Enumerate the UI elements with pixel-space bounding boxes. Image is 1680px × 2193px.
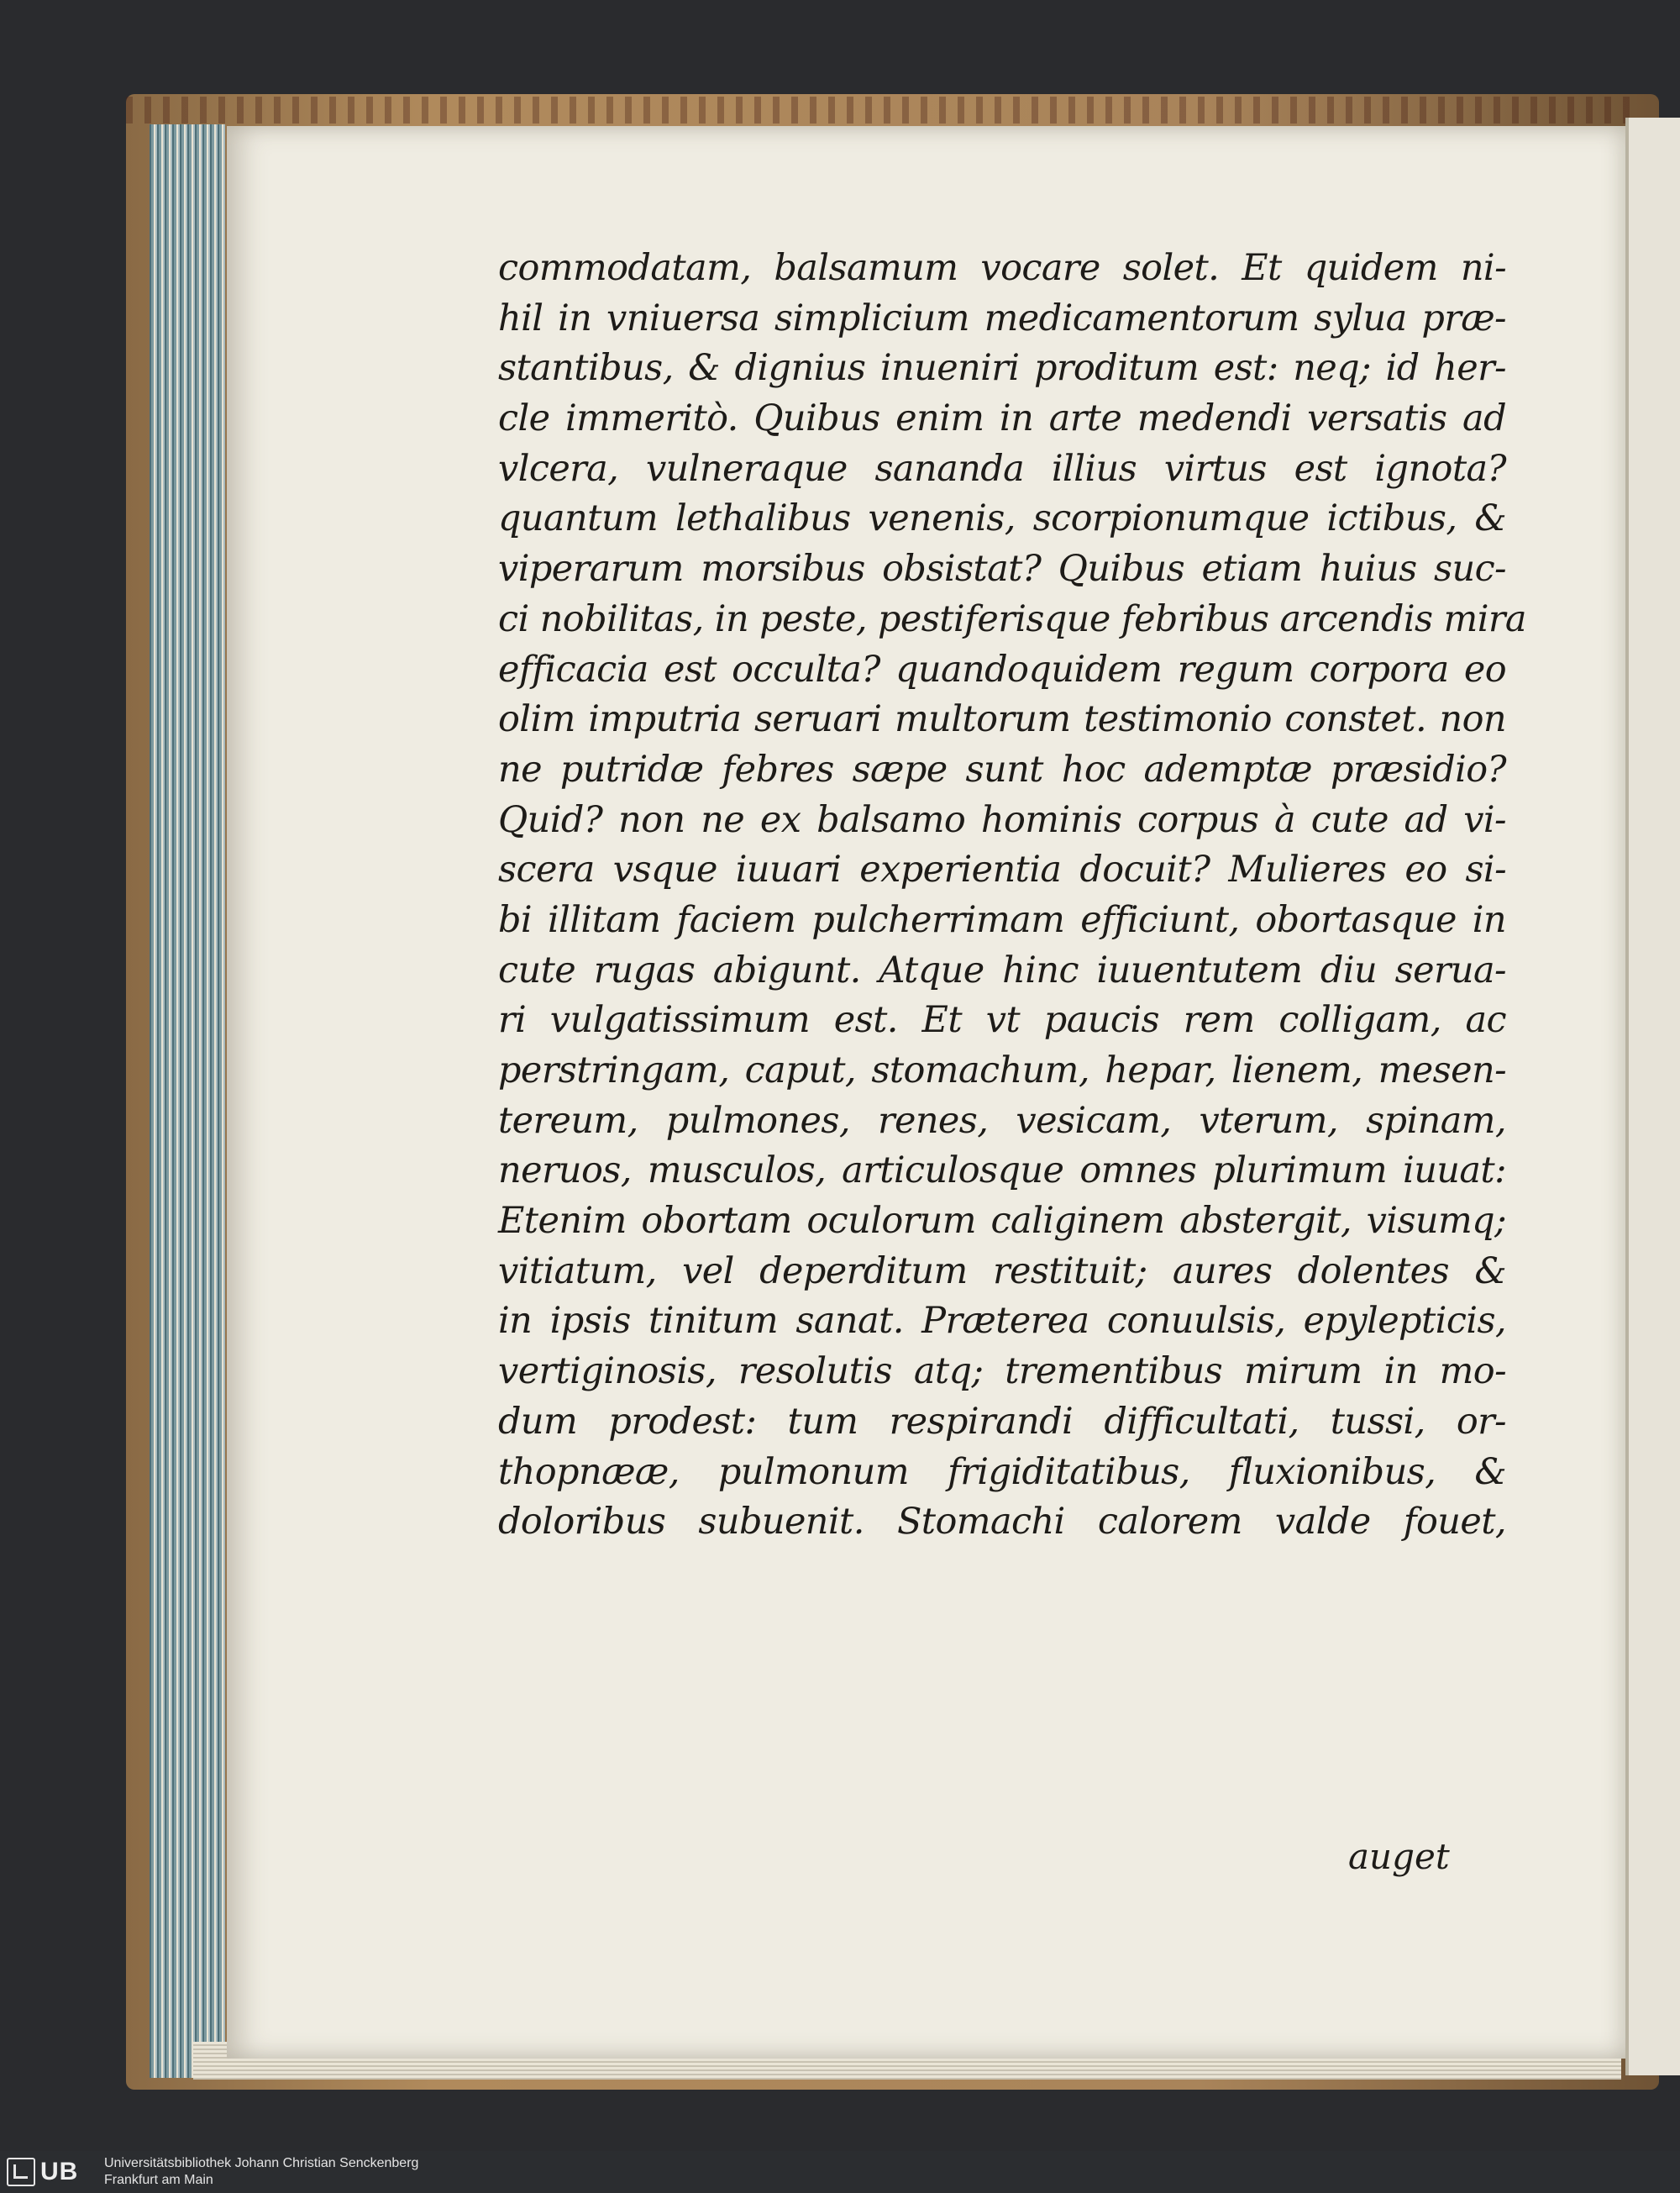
text-line: ne putridæ febres sæpe sunt hoc ademptæ præsidio? [498,748,1506,791]
page-text [498,244,1526,1548]
text-line: doloribus subuenit. Stomachi calorem valde fouet, [498,1501,1506,1544]
institution-name: Universitätsbibliothek Johann Christian Senckenberg [104,2156,419,2170]
page-edges [150,124,225,2078]
text-line: vlcera, vulneraque sananda illius virtus est ignota? [498,447,1506,490]
cover-handwriting [126,97,1638,124]
text-line: viperarum morsibus obsistat? Quibus etiam huius suc- [498,548,1506,591]
text-line: vitiatum, vel deperditum restituit; aures dolentes & [498,1249,1506,1292]
text-line: scera vsque iuuari experientia docuit? Mulieres eo si- [498,849,1506,891]
text-line: tereum, pulmones, renes, vesicam, vterum, spinam, [498,1099,1506,1142]
text-line: cle immeritò. Quibus enim in arte medendi versatis ad [498,397,1506,440]
text-line: perstringam, caput, stomachum, hepar, lienem, mesen- [498,1049,1506,1091]
institution-credit [104,2155,418,2189]
text-line: thopnææ, pulmonum frigiditatibus, fluxionibus, & [498,1450,1506,1493]
text-line: bi illitam faciem pulcherrimam efficiunt, obortasque in [498,898,1506,941]
text-line: ri vulgatissimum est. Et vt paucis rem colligam, ac [498,999,1506,1042]
text-line: in ipsis tinitum sanat. Præterea conuulsis, epylepticis, [498,1300,1506,1343]
library-logo-icon [7,2158,35,2186]
text-line: dum prodest: tum respirandi difficultati, tussi, or- [498,1400,1506,1443]
text-line: Etenim obortam oculorum caliginem abstergit, visumq; [498,1200,1506,1243]
text-line: olim imputria seruari multorum testimonio constet. non [498,698,1506,741]
text-line: vertiginosis, resolutis atq; trementibus mirum in mo- [498,1350,1506,1393]
catchword: auget [1348,1836,1450,1877]
text-line: Quid? non ne ex balsamo hominis corpus à cute ad vi- [498,798,1506,841]
viewer-footer [0,2151,1680,2193]
adjacent-page-edge [1625,118,1680,2075]
text-line: quantum lethalibus venenis, scorpionumque ictibus, & [498,497,1506,540]
text-line: ci nobilitas, in peste, pestiferisque febribus arcendis mira [498,597,1526,640]
text-line: stantibus, & dignius inueniri proditum est: neq; id her- [498,347,1506,390]
text-line: neruos, musculos, articulosque omnes plurimum iuuat: [498,1149,1506,1192]
institution-city: Frankfurt am Main [104,2173,213,2187]
text-line: hil in vniuersa simplicium medicamentorum sylua præ- [498,297,1506,339]
text-line: efficacia est occulta? quandoquidem regum corpora eo [498,648,1506,691]
library-logo-text: UB [40,2158,79,2185]
text-line: commodatam, balsamum vocare solet. Et quidem ni- [498,247,1506,289]
library-logo[interactable] [7,2156,91,2188]
text-line: cute rugas abigunt. Atque hinc iuuentutem diu serua- [498,949,1506,991]
